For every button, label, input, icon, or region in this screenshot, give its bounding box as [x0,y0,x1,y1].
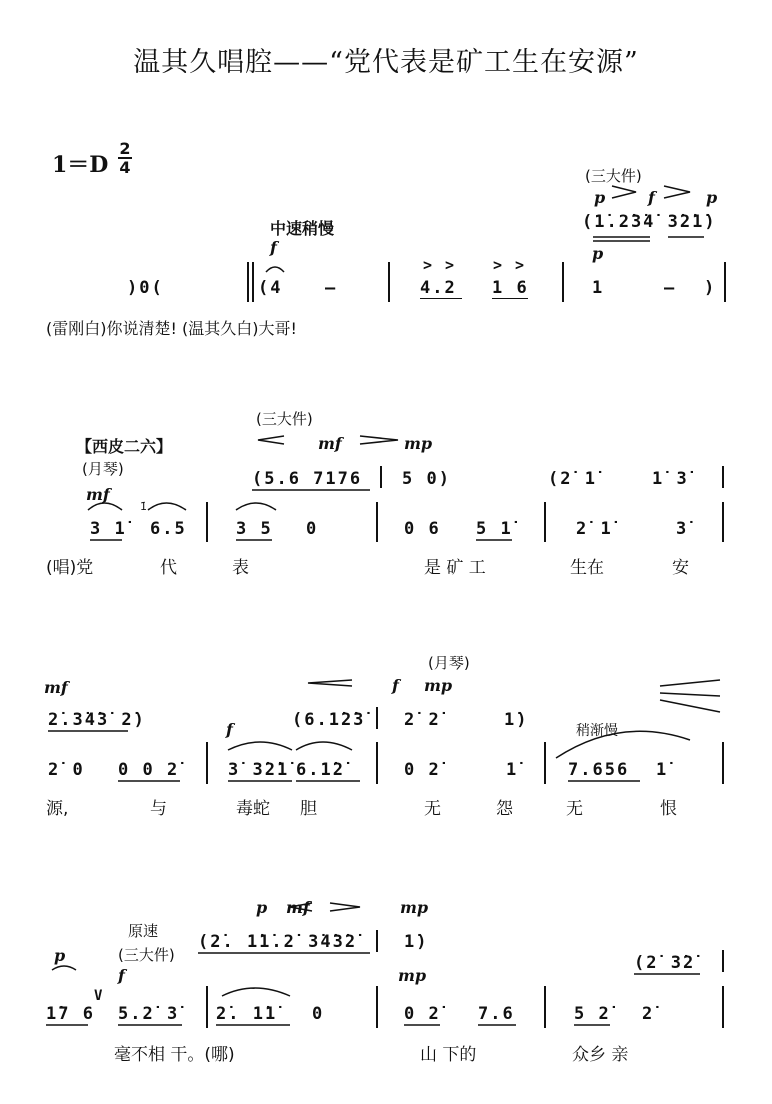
decrescendo-hairpin [664,186,690,198]
notes-measure-1b: 5.2̇ 3̇ [118,1004,180,1024]
notes-measure-1b: – [325,278,338,298]
notes-measure-1b: 6.5 [150,519,187,539]
notes-measure-4a: 2̇ 1̇ [576,519,613,539]
dynamic-mark: mp [424,676,453,695]
bar-line [380,466,382,488]
bar-line [724,262,726,302]
slur [228,742,292,750]
lyric: 胆 [300,799,317,819]
bar-line [206,986,208,1028]
bar-line [722,466,724,488]
lyric: 山 下的 [420,1045,477,1065]
bar-line [388,262,390,302]
lyric-line: (雷刚白)你说清楚! (温其久白)大哥! [46,319,297,338]
dynamic-mark: f [270,238,277,257]
lyric: 源, [46,799,69,819]
slur [52,966,76,970]
dynamic-mark: p [592,244,604,263]
dynamic-mark: mp [398,966,427,985]
breath-mark: V [94,988,105,1004]
lyric: 恨 [660,799,677,819]
bar-line [722,742,724,784]
upper-notes-1: (5.6 7176 [252,469,363,489]
bar-line [376,502,378,542]
dynamic-mark: f [118,966,125,985]
tempo-marking: 稍渐慢 [576,723,618,739]
notes-measure-1a: 2̇ 0 [48,760,85,780]
instrument-label: (月琴) [428,654,470,672]
notes-measure-3a: 0 2̇ [404,760,441,780]
lyric: 怨 [496,799,513,819]
notes-measure-2: 3 5 [236,519,273,539]
slur [222,988,290,996]
lyric: 毫不相 干。(哪) [114,1045,235,1065]
notes-measure-4a: 5 2̇ [574,1004,611,1024]
notes-measure-4b: 3̇ [676,519,689,539]
hairpin-lines [660,680,720,712]
dynamic-mark: p [594,188,606,207]
upper-notes-4: 1̇) [504,710,529,730]
fermata [266,267,284,272]
instrument-label: (三大件) [118,946,175,964]
lyric: 毒蛇 [236,799,270,819]
upper-notes-2: (6.1̇2̇3̇ [292,710,366,730]
upper-notes-3: 2̇ 2̇ [404,710,441,730]
upper-notes-2: 5 0) [402,469,451,489]
lyric: 表 [232,558,249,578]
upper-notes-4: 1̇ 3̇ [652,469,689,489]
bar-line [376,986,378,1028]
instrument-label: (三大件) [585,167,642,185]
bar-line [376,707,378,729]
meter-numerator: 2 [119,139,131,158]
dynamic-mark: p [706,188,718,207]
dynamic-mark: mf [286,898,310,917]
lyric: 是 矿 工 [424,558,486,578]
notes-measure-2a: 2̇. 1̇1̇ [216,1004,278,1024]
key-signature: 1＝D [52,152,109,178]
dynamic-mark: mp [404,434,433,453]
notes-measure-2a: 4.2 [420,278,457,298]
beam [420,298,462,299]
dynamic-mark: f [392,676,399,695]
upper-notes-3: (2̇ 3̇2̇ [634,953,696,973]
grace-note: 1̇ [140,500,147,513]
instrument-label: (三大件) [256,410,313,428]
dynamic-mark: mp [400,898,429,917]
lyric: 与 [150,799,167,819]
bar-line [544,986,546,1028]
time-signature [118,140,132,176]
meter-denominator: 4 [119,158,131,177]
notes-measure-3a: 0 6 [404,519,441,539]
score-title: 温其久唱腔——“党代表是矿工生在安源” [133,47,639,78]
notes-measure-3c: ) [704,278,717,298]
accent-marks: > > [493,256,527,274]
notes-measure-2b: 6.1̇2̇ [296,760,345,780]
bar-line [544,742,546,784]
beam [492,298,528,299]
bar-line [722,502,724,542]
notes-measure-4b: 2̇ [642,1004,655,1024]
dynamic-mark: p [54,946,66,965]
dynamic-mark: mf [318,434,342,453]
notes-measure-2b: 1 6 [492,278,529,298]
upper-notes-1: 2̇.3̇4̇3̇ 2̇) [48,710,146,730]
bar-line [206,502,208,542]
bar-line [722,986,724,1028]
notes-measure-3b: 5 1̇ [476,519,513,539]
lyric: 无 [424,799,441,819]
upper-notes-3: (2̇ 1̇ [548,469,597,489]
notes-measure-3b: 7.6 [478,1004,515,1024]
upper-staff-notes: (1̇.2̇3̇4̇ 3̇2̇1̇) [582,212,717,232]
notes-measure-1: (4 [258,278,283,298]
bar-line [247,262,249,302]
instrument-label: (月琴) [82,460,124,478]
notes-measure-2a: 3̇ 3̇2̇1̇ [228,760,290,780]
lyric: (唱)党 [46,558,94,578]
lyric: 安 [672,558,689,578]
notes-measure-3b: 1̇ [506,760,519,780]
lyric: 代 [160,558,177,578]
section-label: 【西皮二六】 [76,437,173,456]
bar-line [562,262,564,302]
bar-line [376,742,378,784]
crescendo-hairpin [308,680,352,686]
accent-marks: > > [423,256,457,274]
lyric: 众乡 亲 [572,1045,629,1065]
bar-line [376,930,378,952]
lyric: 生在 [570,558,604,578]
decrescendo-hairpin [330,903,360,911]
slur [236,503,276,510]
notes-measure-3a: 0 2̇ [404,1004,441,1024]
bar-line [206,742,208,784]
tempo-marking: 中速稍慢 [270,219,335,238]
dynamic-mark: f [648,188,655,207]
notes-measure-2b: 0 [312,1004,325,1024]
tempo-marking: 原速 [128,922,159,940]
bar-line [544,502,546,542]
notes-rest: )0( [127,278,164,298]
dynamic-mark: f [226,720,233,739]
decrescendo-hairpin [360,436,398,444]
slur [148,503,186,510]
upper-notes-1: (2̇. 1̇1̇.2̇ 3̇4̇3̇2̇ [198,932,358,952]
lyric: 无 [566,799,583,819]
notes-measure-2b: 0 [306,519,319,539]
notes-measure-1: 3 1̇ [90,519,127,539]
crescendo-hairpin [258,436,284,444]
crescendo-hairpin [612,186,636,198]
bar-line [722,950,724,972]
notes-measure-3b: – [664,278,677,298]
slur [88,503,122,510]
slur [296,742,352,750]
beam [593,237,650,241]
notes-measure-4a: 7.656 [568,760,630,780]
notes-measure-3a: 1 [592,278,605,298]
dynamic-mark: mf [44,678,68,697]
notes-measure-4b: 1̇ [656,760,669,780]
dynamic-mark: p [256,898,268,917]
dynamic-mark: mf [86,485,110,504]
notes-measure-1b: 0 0 2̇ [118,760,180,780]
bar-line [252,262,254,302]
upper-notes-2: 1̇) [404,932,429,952]
notes-measure-1a: 1̇7 6 [46,1004,95,1024]
